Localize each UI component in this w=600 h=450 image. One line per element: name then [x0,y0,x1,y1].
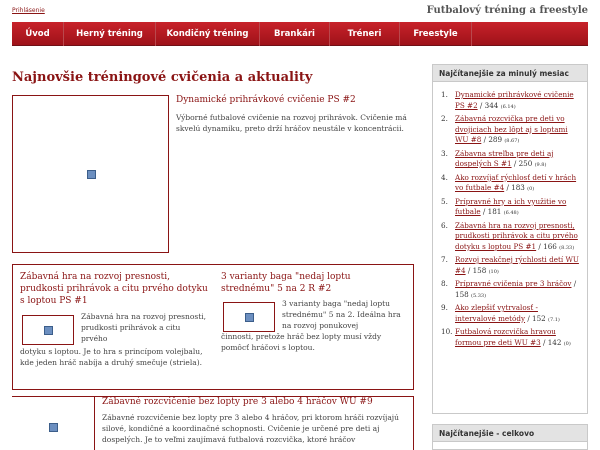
article-image[interactable] [223,302,275,332]
list-item-views: / 158 [455,279,577,299]
sidebar-most-read-month [432,64,588,414]
list-item [439,279,581,301]
list-item [439,197,581,219]
article-excerpt: Zábavná hra na rozvoj presnosti, prudkosti prihrávok a citu prvého [81,312,207,343]
list-item [439,90,581,112]
sidebar-heading: Najčítanejšie - celkovo [433,425,587,442]
list-item-link[interactable]: Prípravné cvičenia pre 3 hráčov [455,279,572,288]
article-title[interactable]: 3 varianty baga "nedaj loptu strednému" 5 na 2 R #2 [221,272,351,294]
list-item-rating: (0) [563,340,571,347]
list-item-rating: (10) [488,268,499,275]
article-excerpt-cont: činnosti, pretože hráč bez lopty musí vždy pomôcť hráčovi s loptou. [221,332,382,352]
broken-image-icon [87,170,96,179]
list-item-number: 9. [441,303,448,312]
list-item-link[interactable]: Futbalová rozcvička hravou formou pre deti WU #3 [455,327,556,347]
list-item-link[interactable]: Ako rozvíjať rýchlosť detí v hrách vo futbale #4 [455,172,577,192]
list-item-rating: (7.1) [548,316,560,323]
broken-image-icon [245,313,254,322]
list-item-views: / 166 [536,241,560,251]
login-link[interactable]: Prihlásenie [12,7,45,14]
list-item [439,255,581,277]
top-bar [0,0,600,22]
nav-item-treneri[interactable]: Tréneri [330,22,400,46]
list-item [439,149,581,171]
list-item-views: / 152 [525,313,549,323]
list-item [439,327,581,349]
article-excerpt: 3 varianty baga "nedaj loptu strednému" 5 na 2. Ideálna hra na rozvoj ponukovej [282,299,401,330]
list-item-rating: (9.8) [534,162,547,168]
list-item [439,221,581,254]
list-item-views: / 289 [481,135,505,144]
list-item-number: 10. [441,327,453,336]
list-item-rating: (5.33) [471,292,487,299]
article-image[interactable] [22,315,74,345]
list-item-rating: (8.33) [559,244,575,251]
list-item-rating: (6.48) [503,210,519,216]
most-read-list [433,82,587,349]
sidebar-most-read-total [432,424,588,450]
article-image[interactable] [12,397,95,450]
nav-item-kondicny-trening[interactable]: Kondičný tréning [156,22,260,46]
article-title[interactable]: Zábavné rozcvičenie bez lopty pre 3 alebo 4 hráčov WU #9 [102,397,373,407]
list-item [439,303,581,325]
list-item-link[interactable]: Prípravné hry a ich využitie vo futbale [455,196,567,216]
list-item [439,173,581,195]
list-item-link[interactable]: Zábavná rozcvička pre deti vo dvojiciach bez lôpt aj s loptami WU #8 [455,114,568,144]
list-item-views: / 181 [480,207,504,216]
list-item-rating: (0) [527,186,535,192]
nav-item-brankari[interactable]: Brankári [260,22,330,46]
list-item-link[interactable]: Dynamické prihrávkové cvičenie PS #2 [455,90,574,110]
article-excerpt: Výborné futbalové cvičenie na rozvoj prihrávok. Cvičenie má skvelú dynamiku, preto drží hráčov neustále v koncentrácii. [176,113,407,133]
nav-item-freestyle[interactable]: Freestyle [400,22,472,46]
nav-item-herny-trening[interactable]: Herný tréning [64,22,156,46]
list-item-link[interactable]: Zábavná hra na rozvoj presnosti, prudkosti prihrávok a citu prvého dotyku s loptou PS #1 [455,220,578,251]
broken-image-icon [44,326,53,335]
list-item-number: 3. [441,148,448,158]
list-item-views: / 142 [540,337,564,347]
article-title[interactable]: Dynamické prihrávkové cvičenie PS #2 [176,95,356,105]
main-nav [12,22,588,46]
list-item-rating: (6.14) [500,103,516,110]
list-item-views: / 183 [504,183,528,192]
list-item-link[interactable]: Ako zlepšiť vytrvalosť - intervalové metódy [455,303,538,323]
nav-item-uvod[interactable]: Úvod [12,22,64,46]
article-excerpt: Zábavné rozcvičenie bez lopty pre 3 alebo 4 hráčov, pri ktorom hráči rozvíjajú silové, kondičné a koordinačné schopnosti. Cvičenie je určené pre deti aj dospelých. Je to veľmi zaujímavá futbalová rozcvička, ktoré hráčov [102,413,399,444]
article-title[interactable]: Zábavná hra na rozvoj presnosti, prudkosti prihrávok a citu prvého dotyku s loptou PS #1 [20,272,208,306]
list-item-number: 2. [441,114,448,123]
list-item-link[interactable]: Rozvoj reakčnej rýchlosti detí WU #4 [455,255,579,275]
page-title: Najnovšie tréningové cvičenia a aktuality [12,70,313,85]
list-item-views: / 158 [465,265,489,275]
sidebar-heading: Najčítanejšie za minulý mesiac [433,65,587,82]
list-item-link[interactable]: Zábavna streľba pre deti aj dospelých S #1 [455,148,554,168]
list-item-number: 8. [441,279,448,288]
list-item [439,114,581,147]
list-item-number: 4. [441,172,448,182]
list-item-number: 7. [441,255,448,264]
article-excerpt-cont: dotyku s loptou. Je to hra s princípom volejbalu, kde jeden hráč nabíja a druhý smečuje (striela). [20,347,203,367]
list-item-rating: (8.67) [504,138,520,144]
list-item-views: / 250 [511,159,535,168]
broken-image-icon [49,423,58,432]
list-item-number: 5. [441,196,448,206]
list-item-number: 1. [441,90,448,99]
site-title: Futbalový tréning a freestyle [426,5,588,16]
list-item-views: / 344 [477,100,501,110]
list-item-number: 6. [441,220,448,230]
article-image[interactable] [12,95,169,253]
